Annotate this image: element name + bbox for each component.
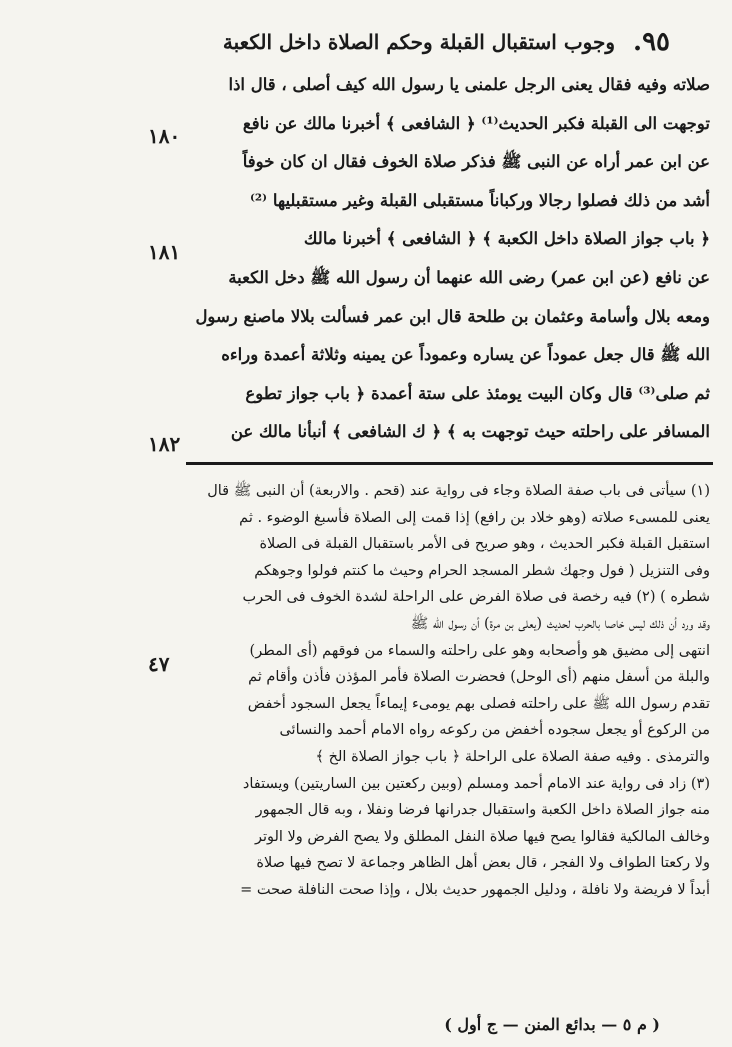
footnote-line: والبلة من أسفل منهم (أى الوحل) فحضرت الصلاة فأمر المؤذن فأذن وأقام ثم xyxy=(248,669,710,686)
footnote-line: منه جواز الصلاة داخل الكعبة واستقبال جدرانها فرضا ونفلا ، وبه قال الجمهور xyxy=(255,802,710,819)
footnote-line: (١) سيأتى فى باب صفة الصلاة وجاء فى رواية عند (قحم . والاربعة) أن النبى ﷺ قال xyxy=(207,483,710,499)
hadith-number: ١٨٢ xyxy=(148,432,181,456)
main-line: المسافر على راحلته حيث توجهت به ﴾ ﴿ ك الشافعى ﴾ أنبأنا مالك عن xyxy=(230,422,710,442)
hadith-number: ١٨٠ xyxy=(148,124,181,148)
main-line: عن نافع (عن ابن عمر) رضى الله عنهما أن رسول الله ﷺ دخل الكعبة xyxy=(228,267,710,287)
main-line: صلاته وفيه فقال يعنى الرجل علمنى يا رسول الله كيف أصلى ، قال اذا xyxy=(228,75,710,94)
running-title: وجوب استقبال القبلة وحكم الصلاة داخل الكعبة xyxy=(222,30,615,54)
footnotes xyxy=(185,478,710,904)
main-line: أشد من ذلك فصلوا رجالا وركباناً مستقبلى القبلة وغير مستقبليها ⁽²⁾ xyxy=(250,190,710,210)
main-line: عن ابن عمر أراه عن النبى ﷺ فذكر صلاة الخوف فقال ان كان خوفاً xyxy=(242,152,710,172)
footnote-line: أبداً لا فريضة ولا نافلة ، ودليل الجمهور حديث بلال ، وإذا صحت النافلة صحت = xyxy=(240,881,710,898)
page-header xyxy=(210,22,670,62)
page-number: ٩٥. xyxy=(633,27,670,57)
main-line: الله ﷺ قال جعل عموداً عن يساره وعموداً عن يمينه وثلاثة أعمدة وراءه xyxy=(221,345,710,365)
footnote-line: وفى التنزيل ( فول وجهك شطر المسجد الحرام وحيث ما كنتم فولوا وجوهكم xyxy=(254,562,710,579)
footnote-line: (٣) زاد فى رواية عند الامام أحمد ومسلم (وبين ركعتين بين الساريتين) ويستفاد xyxy=(242,775,710,792)
signature-line: ( م ٥ — بدائع المنن — ج أول ) xyxy=(444,1015,660,1034)
footnote-line: شطره ) (٢) فيه رخصة فى صلاة الفرض على الراحلة لشدة الخوف فى الحرب xyxy=(242,589,710,606)
footnote-divider xyxy=(186,462,713,465)
footnote-line: ولا ركعتا الطواف ولا الفجر ، قال بعض أهل الظاهر وجماعة لا تصح فيها صلاة xyxy=(256,855,710,872)
footnote-line: انتهى إلى مضيق هو وأصحابه وهو على راحلته والسماء من فوقهم (أى المطر) xyxy=(249,642,710,659)
footnote-line: من الركوع أو يجعل سجوده أخفض من ركوعه رواه الامام أحمد والنسائى xyxy=(279,722,710,739)
main-line: ومعه بلال وأسامة وعثمان بن طلحة قال ابن عمر فسألت بلالا ماصنع رسول xyxy=(195,306,710,326)
footnote-line: وخالف المالكية فقالوا يصح فيها صلاة النفل المطلق ولا يصح الفرض ولا الوتر xyxy=(254,828,710,845)
main-line: توجهت الى القبلة فكبر الحديث⁽¹⁾ ﴿ الشافعى ﴾ أخبرنا مالك عن نافع xyxy=(242,113,710,133)
footnote-line: وقد ورد أن ذلك ليس خاصا بالحرب لحديث (يعلى بن مرة) أن رسول الله ﷺ xyxy=(410,615,710,632)
footnote-line: تقدم رسول الله ﷺ على راحلته فصلى بهم يومىء إيماءاً يجعل السجود أخفض xyxy=(247,695,710,712)
footnote-line: والترمذى . وفيه صفة الصلاة على الراحلة ﴿ باب جواز الصلاة الخ ﴾ xyxy=(315,748,710,765)
main-text xyxy=(185,66,710,452)
footnote-line: استقبل القبلة فكبر الحديث ، وهو صريح فى الأمر باستقبال القبلة فى الصلاة xyxy=(259,536,710,553)
notes-margin-number: ٤٧ xyxy=(148,652,170,676)
main-line: ثم صلى⁽³⁾ قال وكان البيت يومئذ على ستة أعمدة ﴿ باب جواز تطوع xyxy=(245,383,710,403)
main-line: ﴿ باب جواز الصلاة داخل الكعبة ﴾ ﴿ الشافعى ﴾ أخبرنا مالك xyxy=(303,229,710,249)
hadith-number: ١٨١ xyxy=(148,240,181,264)
footnote-line: يعنى للمسىء صلاته (وهو خلاد بن رافع) إذا قمت إلى الصلاة فأسبغ الوضوء . ثم xyxy=(239,509,710,526)
